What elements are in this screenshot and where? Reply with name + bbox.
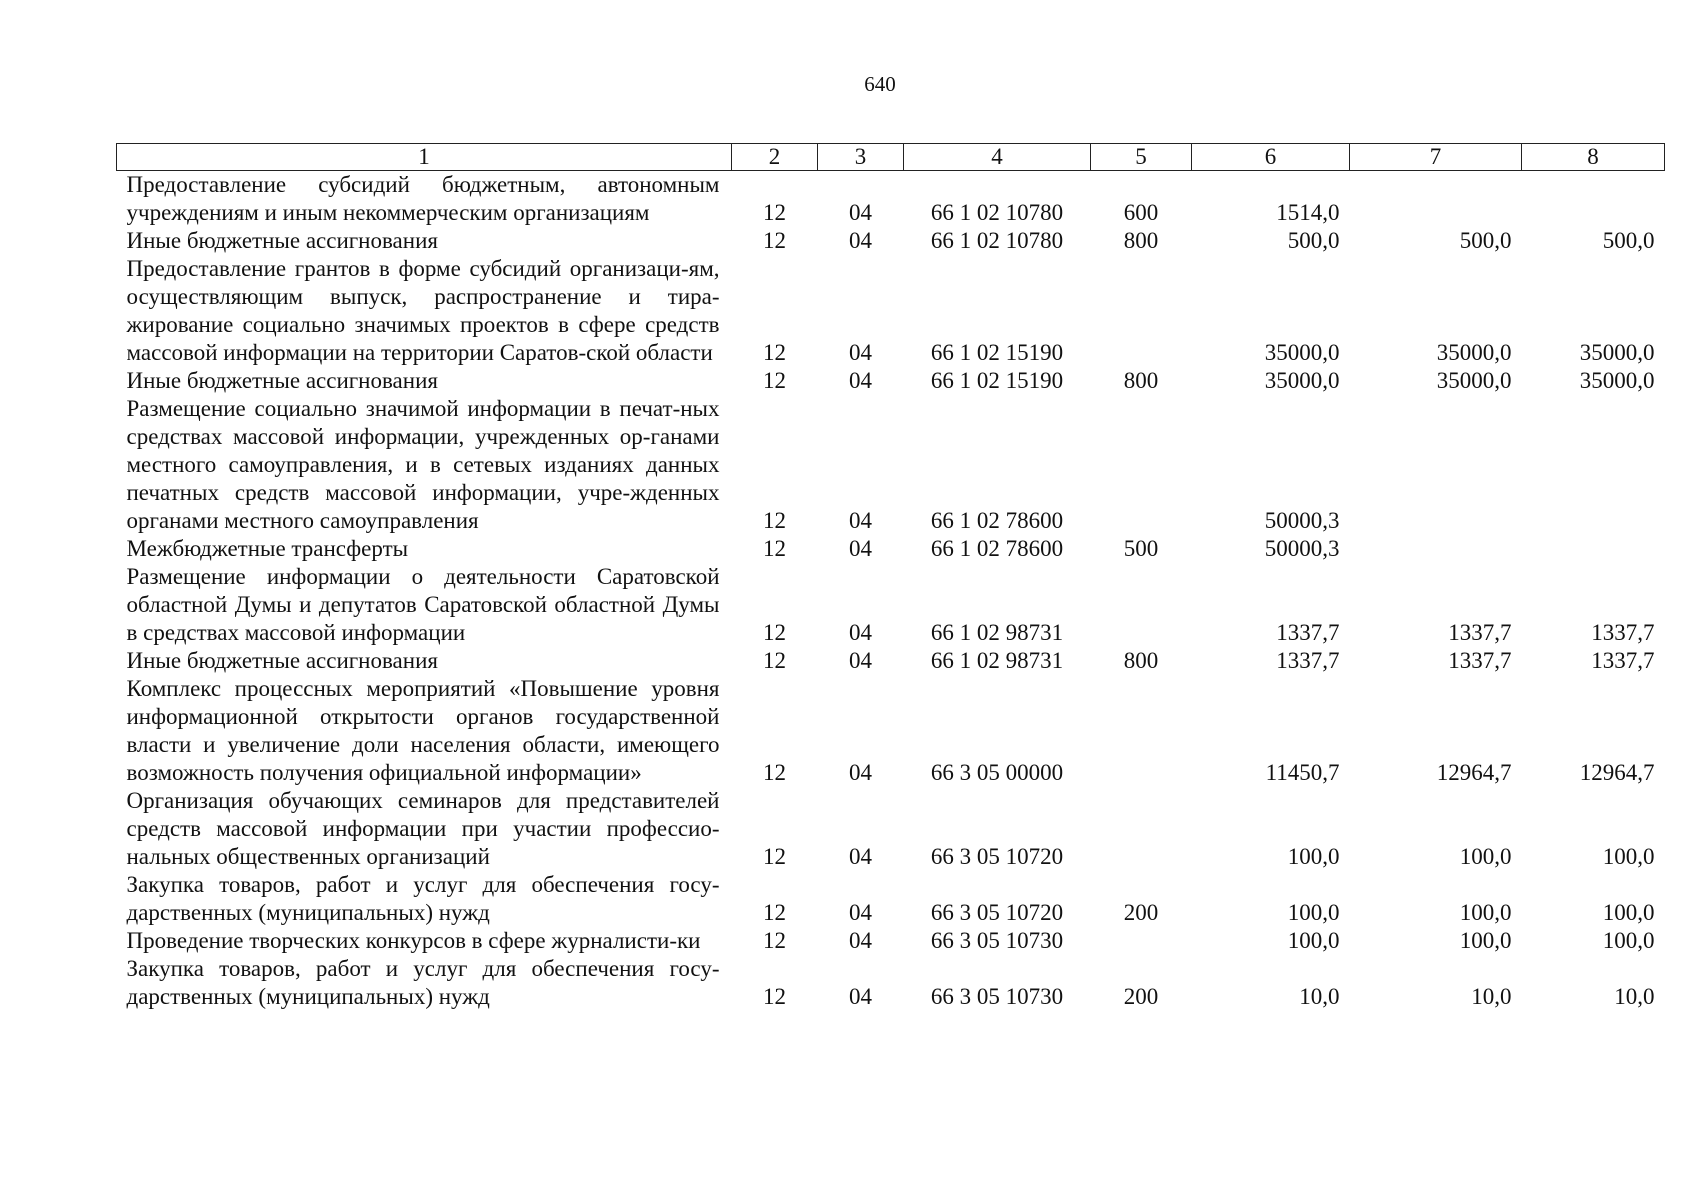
section-cell: 12	[763, 368, 786, 393]
subsection-cell: 04	[849, 984, 872, 1009]
expense-name-cell: Иные бюджетные ассигнования	[126, 648, 438, 673]
column-header-6: 6	[1192, 144, 1350, 171]
section-cell: 12	[763, 900, 786, 925]
expense-type-cell	[1091, 255, 1192, 367]
sum-1-cell: 1337,7	[1276, 620, 1340, 645]
sum-3-cell: 1337,7	[1591, 648, 1655, 673]
sum-3-cell: 12964,7	[1579, 760, 1655, 785]
sum-2-cell: 100,0	[1459, 844, 1512, 869]
expense-type-cell: 800	[1123, 648, 1159, 673]
sum-2-cell: 35000,0	[1436, 368, 1512, 393]
expense-type-cell: 600	[1123, 200, 1159, 225]
section-cell: 12	[763, 200, 786, 225]
sum-2-cell	[1350, 535, 1522, 563]
sum-2-cell: 12964,7	[1436, 760, 1512, 785]
sum-1-cell: 35000,0	[1264, 368, 1340, 393]
sum-2-cell: 10,0	[1471, 984, 1512, 1009]
section-cell: 12	[763, 228, 786, 253]
expense-type-cell: 500	[1123, 536, 1159, 561]
expense-type-cell	[1091, 675, 1192, 787]
target-item-cell: 66 3 05 10720	[930, 900, 1064, 925]
sum-1-cell: 1514,0	[1276, 200, 1340, 225]
expense-name-cell: Закупка товаров, работ и услуг для обеспечения госу-дарственных (муниципальных) нужд	[126, 872, 720, 925]
section-cell: 12	[763, 340, 786, 365]
target-item-cell: 66 3 05 10730	[930, 984, 1064, 1009]
column-header-3: 3	[818, 144, 904, 171]
target-item-cell: 66 1 02 98731	[930, 648, 1064, 673]
target-item-cell: 66 1 02 78600	[930, 508, 1064, 533]
subsection-cell: 04	[849, 368, 872, 393]
column-header-2: 2	[732, 144, 818, 171]
sum-3-cell	[1522, 171, 1665, 228]
subsection-cell: 04	[849, 200, 872, 225]
subsection-cell: 04	[849, 760, 872, 785]
expense-name-cell: Закупка товаров, работ и услуг для обеспечения госу-дарственных (муниципальных) нужд	[126, 956, 720, 1009]
expense-name-cell: Иные бюджетные ассигнования	[126, 228, 438, 253]
subsection-cell: 04	[849, 844, 872, 869]
column-header-5: 5	[1091, 144, 1192, 171]
section-cell: 12	[763, 984, 786, 1009]
sum-3-cell	[1522, 535, 1665, 563]
section-cell: 12	[763, 648, 786, 673]
expense-type-cell	[1091, 927, 1192, 955]
table-row	[117, 227, 1665, 255]
sum-2-cell: 35000,0	[1436, 340, 1512, 365]
expense-type-cell: 200	[1123, 984, 1159, 1009]
table-row	[117, 535, 1665, 563]
expense-name-cell: Организация обучающих семинаров для представителей средств массовой информации при участии профессио-нальных общественных организаций	[126, 788, 720, 869]
table-body	[117, 171, 1665, 1012]
target-item-cell: 66 1 02 15190	[930, 368, 1064, 393]
section-cell: 12	[763, 928, 786, 953]
target-item-cell: 66 1 02 78600	[930, 536, 1064, 561]
sum-1-cell: 500,0	[1287, 228, 1340, 253]
expense-name-cell: Иные бюджетные ассигнования	[126, 368, 438, 393]
table-header	[117, 144, 1665, 171]
sum-1-cell: 11450,7	[1265, 760, 1340, 785]
sum-1-cell: 10,0	[1299, 984, 1340, 1009]
table-row	[117, 675, 1665, 787]
sum-1-cell: 50000,3	[1264, 508, 1340, 533]
table-row	[117, 563, 1665, 647]
column-header-8: 8	[1522, 144, 1665, 171]
table-row	[117, 647, 1665, 675]
sum-2-cell: 500,0	[1459, 228, 1512, 253]
sum-3-cell: 500,0	[1602, 228, 1655, 253]
header-row	[117, 144, 1665, 171]
target-item-cell: 66 1 02 98731	[930, 620, 1064, 645]
target-item-cell: 66 3 05 10730	[930, 928, 1064, 953]
section-cell: 12	[763, 760, 786, 785]
expense-type-cell: 800	[1123, 228, 1159, 253]
sum-3-cell	[1522, 395, 1665, 535]
sum-1-cell: 100,0	[1287, 928, 1340, 953]
sum-2-cell: 1337,7	[1448, 620, 1512, 645]
target-item-cell: 66 1 02 15190	[930, 340, 1064, 365]
sum-3-cell: 1337,7	[1591, 620, 1655, 645]
column-header-7: 7	[1350, 144, 1522, 171]
sum-3-cell: 100,0	[1602, 844, 1655, 869]
table-row	[117, 927, 1665, 955]
table-row	[117, 171, 1665, 228]
page-number: 640	[864, 72, 896, 96]
section-cell: 12	[763, 508, 786, 533]
expense-type-cell: 800	[1123, 368, 1159, 393]
table-row	[117, 367, 1665, 395]
column-header-1: 1	[117, 144, 732, 171]
sum-3-cell: 10,0	[1614, 984, 1655, 1009]
section-cell: 12	[763, 844, 786, 869]
sum-2-cell	[1350, 395, 1522, 535]
target-item-cell: 66 3 05 10720	[930, 844, 1064, 869]
sum-3-cell: 35000,0	[1579, 340, 1655, 365]
expense-type-cell: 200	[1123, 900, 1159, 925]
target-item-cell: 66 1 02 10780	[930, 200, 1064, 225]
subsection-cell: 04	[849, 648, 872, 673]
expense-name-cell: Размещение информации о деятельности Саратовской областной Думы и депутатов Саратовской областной Думы в средствах массовой информации	[126, 564, 720, 645]
table-row	[117, 787, 1665, 871]
sum-1-cell: 100,0	[1287, 900, 1340, 925]
section-cell: 12	[763, 620, 786, 645]
budget-table	[116, 143, 1665, 1011]
section-cell: 12	[763, 536, 786, 561]
sum-1-cell: 50000,3	[1264, 536, 1340, 561]
expense-name-cell: Комплекс процессных мероприятий «Повышение уровня информационной открытости органов государственной власти и увеличение доли населения области, имеющего возможность получения официальной информации»	[126, 676, 720, 785]
sum-3-cell: 100,0	[1602, 900, 1655, 925]
table-row	[117, 395, 1665, 535]
subsection-cell: 04	[849, 620, 872, 645]
sum-3-cell: 35000,0	[1579, 368, 1655, 393]
table-row	[117, 255, 1665, 367]
subsection-cell: 04	[849, 508, 872, 533]
expense-type-cell	[1091, 395, 1192, 535]
expense-name-cell: Предоставление субсидий бюджетным, автономным учреждениям и иным некоммерческим организациям	[126, 172, 720, 225]
expense-name-cell: Межбюджетные трансферты	[126, 536, 409, 561]
table-row	[117, 871, 1665, 927]
sum-1-cell: 1337,7	[1276, 648, 1340, 673]
subsection-cell: 04	[849, 536, 872, 561]
expense-type-cell	[1091, 563, 1192, 647]
sum-2-cell: 100,0	[1459, 900, 1512, 925]
subsection-cell: 04	[849, 900, 872, 925]
sum-1-cell: 100,0	[1287, 844, 1340, 869]
sum-2-cell	[1350, 171, 1522, 228]
target-item-cell: 66 3 05 00000	[930, 760, 1064, 785]
expense-name-cell: Предоставление грантов в форме субсидий организаци-ям, осуществляющим выпуск, распространение и тира-жирование социально значимых проектов в сфере средств массовой информации на территории Саратов-ской области	[126, 256, 720, 365]
target-item-cell: 66 1 02 10780	[930, 228, 1064, 253]
subsection-cell: 04	[849, 228, 872, 253]
expense-type-cell	[1091, 787, 1192, 871]
expense-name-cell: Размещение социально значимой информации в печат-ных средствах массовой информации, учрежденных ор-ганами местного самоуправления, и в сетевых изданиях данных печатных средств массовой информации, учре-жденных органами местного самоуправления	[126, 396, 720, 533]
sum-3-cell: 100,0	[1602, 928, 1655, 953]
sum-2-cell: 100,0	[1459, 928, 1512, 953]
subsection-cell: 04	[849, 340, 872, 365]
sum-1-cell: 35000,0	[1264, 340, 1340, 365]
table-row	[117, 955, 1665, 1011]
subsection-cell: 04	[849, 928, 872, 953]
column-header-4: 4	[904, 144, 1091, 171]
sum-2-cell: 1337,7	[1448, 648, 1512, 673]
expense-name-cell: Проведение творческих конкурсов в сфере журналисти-ки	[126, 928, 701, 953]
